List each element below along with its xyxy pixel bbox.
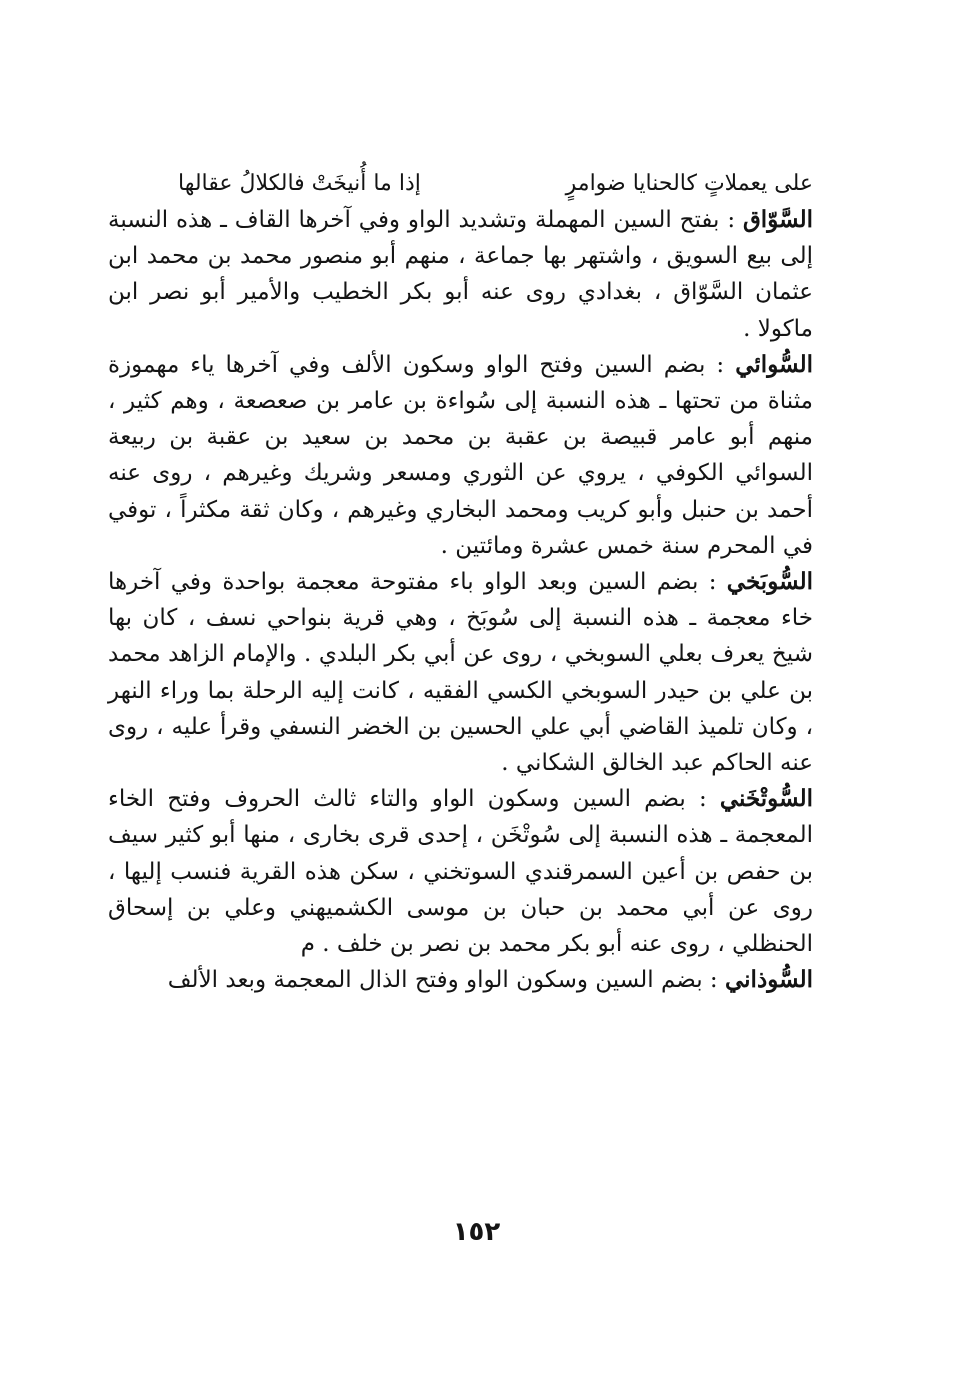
entry-suwai [108,347,813,564]
entry-heading: السُّوبَخي [726,568,813,596]
entry-text: : بضم السين وسكون الواو والتاء ثالث الحروف وفتح الخاء المعجمة ـ هذه النسبة إلى سُوتْخَن ، إحدى قرى بخارى ، منها أبو كثير سيف بن حفص بن أعين السمرقندي السوتخني ، سكن هذه القرية فنسب إليها ، روى عن أبي محمد بن حبان بن موسى الكشميهني وعلي بن إسحاق الحنظلي ، روى عنه أبو بكر محمد بن نصر بن خلف . م [108,786,813,958]
entry-sudhani [108,962,813,998]
page-number: ١٥٢ [452,1217,501,1247]
entry-text: : بضم السين وفتح الواو وسكون الألف وفي آخرها ياء مهموزة مثناة من تحتها ـ هذه النسبة إلى سُواءة بن عامر بن صعصعة ، وهم كثير ، منهم أبو عامر قبيصة بن عقبة بن محمد بن سعيد بن عقبة بن ربيعة السوائي الكوفي ، يروي عن الثوري ومسعر وشريك وغيرهم ، روى عنه أحمد بن حنبل وأبو كريب ومحمد البخاري وغيرهم ، وكان ثقة مكثراً ، توفي في المحرم سنة خمس عشرة ومائتين . [108,351,813,559]
entry-sutkhani [108,781,813,962]
entry-subakhi [108,564,813,781]
entry-heading: السُّوتْخَني [719,785,813,813]
entries-body [108,202,813,998]
verse-hemistich-first: على يعملاتٍ كالحنايا ضوامرٍ [565,171,813,196]
entry-sawwaq [108,202,813,347]
entry-heading: السُّوائي [735,350,813,378]
poetry-verse [108,166,813,202]
entry-heading: السُّوذاني [724,966,813,994]
entry-text: : بفتح السين المهملة وتشديد الواو وفي آخرها القاف ـ هذه النسبة إلى بيع السويق ، واشتهر بها جماعة ، منهم أبو منصور محمد بن محمد ابن عثمان السَّوّاق ، بغدادي روى عنه أبو بكر الخطيب والأمير أبو نصر ابن ماكولا . [108,207,814,342]
verse-hemistich-second: إذا ما أُنيخَتْ فالكلالُ عقالها [178,171,421,196]
entry-heading: السَّوّاق [742,206,813,233]
entry-text: : بضم السين وبعد الواو باء مفتوحة معجمة بواحدة وفي آخرها خاء معجمة ـ هذه النسبة إلى سُوبَخ ، وهي قرية بنواحي نسف ، كان بها شيخ يعرف بعلي السوبخي ، روى عن أبي بكر البلدي . والإمام الزاهد محمد بن علي بن حيدر السوبخي الكسي الفقيه ، كانت إليه الرحلة بما وراء النهر ، وكان تلميذ القاضي أبي علي الحسين بن الخضر النسفي وقرأ عليه ، روى عنه الحاكم عبد الخالق الشكاني . [108,569,813,777]
entry-text: : بضم السين وسكون الواو وفتح الذال المعجمة وبعد الألف [167,967,725,994]
